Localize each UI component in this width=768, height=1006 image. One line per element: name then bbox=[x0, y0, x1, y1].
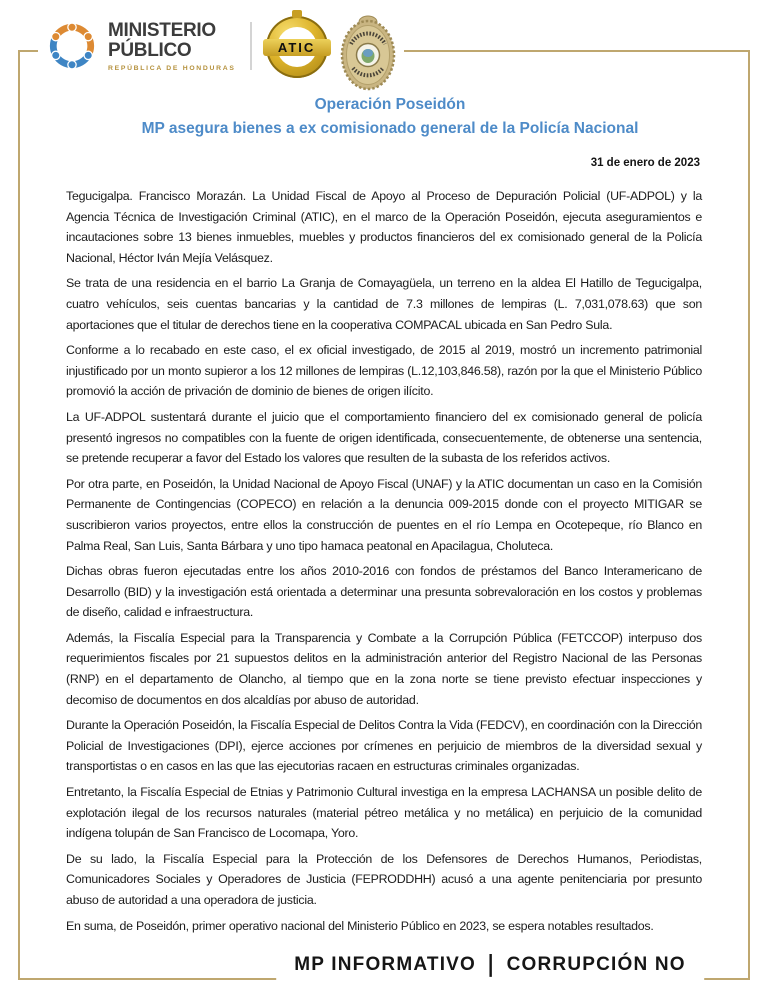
org-name-block bbox=[108, 21, 236, 72]
title-line2: MP asegura bienes a ex comisionado general de la Policía Nacional bbox=[141, 120, 639, 137]
release-date: 31 de enero de 2023 bbox=[590, 157, 700, 169]
paragraph: Además, la Fiscalía Especial para la Transparencia y Combate a la Corrupción Pública (FETCCOP) interpuso dos requerimientos fiscales por 21 supuestos delitos en la administración anterior del Registro Nacional de las Personas (RNP) en el departamento de Olancho, al tiempo que en la zona norte se tiene previsto efectuar inspecciones y decomiso de documentos en dos alcaldías por abuso de autoridad. bbox=[66, 630, 702, 707]
atic-label: ATIC bbox=[277, 40, 316, 55]
atic-seal-icon bbox=[266, 16, 328, 78]
paragraph: Conforme a lo recabado en este caso, el ex oficial investigado, de 2015 al 2019, mostró un incremento patrimonial injustificado por un monto supieror a los 12 millones de lempiras (L.12,103,846.58), razón por la que el Ministerio Público promovió la acción de privación de dominio de bienes de origen ilícito. bbox=[66, 343, 702, 399]
document-header bbox=[38, 10, 404, 106]
footer-banner bbox=[276, 948, 704, 986]
org-name-line2: PÚBLICO bbox=[108, 39, 192, 61]
police-badge-icon bbox=[340, 12, 396, 92]
org-name-line1: MINISTERIO bbox=[108, 19, 216, 41]
atic-seal-topper bbox=[292, 10, 302, 18]
paragraph: Durante la Operación Poseidón, la Fiscalía Especial de Delitos Contra la Vida (FEDCV), en coordinación con la Dirección Policial de Investigaciones (DPI), ejerce acciones por crímenes en perjuicio de miembros de la diversidad sexual y transportistas o en casos en las que las ejecutorias racaen en estructuras criminales organizadas. bbox=[66, 718, 703, 774]
paragraph: Se trata de una residencia en el barrio La Granja de Comayagüela, un terreno en la aldea El Hatillo de Tegucigalpa, cuatro vehículos, seis cuentas bancarias y la cantidad de 7.3 millones de lempiras (L. 7,031,078.63) que son aportaciones que el titular de derechos tiene en la cooperativa COMPACAL ubicada en San Pedro Sula. bbox=[66, 276, 702, 332]
paragraph: Dichas obras fueron ejecutadas entre los años 2010-2016 con fondos de préstamos del Banco Interamericano de Desarrollo (BID) y la investigación está orientada a determinar una presunta sobrevaloración en los costos y problemas de diseño, calidad e infraestructura. bbox=[66, 564, 702, 620]
press-release-title bbox=[64, 93, 716, 141]
paragraph: Entretanto, la Fiscalía Especial de Etnias y Patrimonio Cultural investiga en la empresa LACHANSA un posible delito de explotación ilegal de los recursos naturales (material pétreo metálica y no metálica) en perjuicio de la comunidad indígena tolupán de San Francisco de Locomapa, Yoro. bbox=[66, 785, 702, 841]
paragraph: Por otra parte, en Poseidón, la Unidad Nacional de Apoyo Fiscal (UNAF) y la ATIC documentan un caso en la Comisión Permanente de Contingencias (COPECO) en relación a la denuncia 009-2015 donde con el proyecto MITIGAR se suscribieron varios proyectos, entre ellos la construcción de puentes en el río Lempa en Ocotepeque, río Blanco en Palma Real, San Luis, Santa Bárbara y uno tipo hamaca peatonal en Apacilagua, Choluteca. bbox=[66, 476, 702, 553]
ministerio-publico-logo bbox=[46, 20, 236, 72]
paragraph: Tegucigalpa. Francisco Morazán. La Unidad Fiscal de Apoyo al Proceso de Depuración Policial (UF-ADPOL) y la Agencia Técnica de Investigación Criminal (ATIC), en el marco de la Operación Poseidón, ejecuta aseguramientos e incautaciones sobre 13 bienes inmuebles, muebles y productos financieros del ex comisionado general de la Policía Nacional, Héctor Iván Mejía Velásquez. bbox=[66, 189, 702, 265]
paragraph: La UF-ADPOL sustentará durante el juicio que el comportamiento financiero del ex comisionado general de policía presentó ingresos no compatibles con la fuente de origen identificada, consecuentemente, de obtenerse una sentencia, se pretende recuperar a favor del Estado los valores que resulten de la subasta de los referidos activos. bbox=[66, 409, 702, 466]
title-line1: Operación Poseidón bbox=[314, 96, 466, 113]
press-release-body bbox=[66, 186, 702, 941]
header-divider bbox=[250, 22, 252, 70]
paragraph: De su lado, la Fiscalía Especial para la Protección de los Defensores de Derechos Humanos, Periodistas, Comunicadores Sociales y Operadores de Justicia (FEPRODDHH) acusó a una agente penitenciaria por presunto abuso de autoridad a una operadora de justicia. bbox=[66, 851, 702, 907]
org-subtitle: REPÚBLICA DE HONDURAS bbox=[108, 64, 236, 72]
paragraph: En suma, de Poseidón, primer operativo nacional del Ministerio Público en 2023, se espera notables resultados. bbox=[66, 918, 654, 933]
footer-right-label: CORRUPCIÓN NO bbox=[506, 954, 686, 975]
footer-separator: | bbox=[488, 951, 495, 978]
people-ring-icon bbox=[46, 20, 98, 72]
footer-left-label: MP INFORMATIVO bbox=[294, 954, 477, 975]
atic-seal-band bbox=[263, 39, 331, 56]
